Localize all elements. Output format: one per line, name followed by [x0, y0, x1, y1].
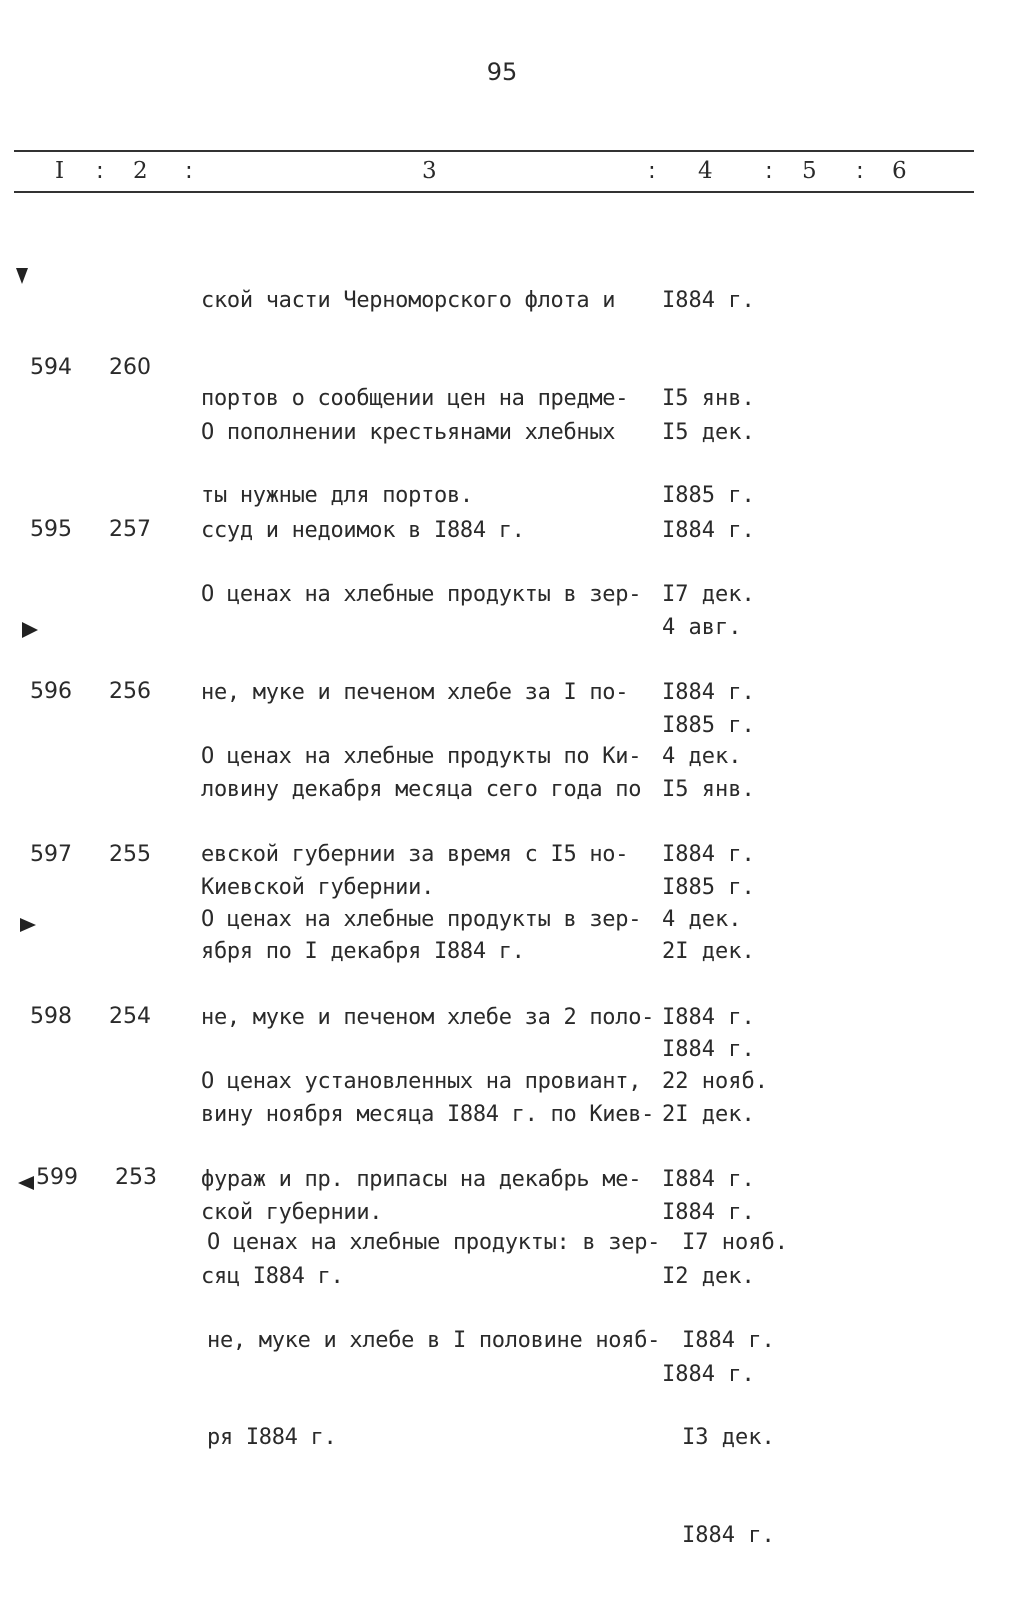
date-line: I884 г.	[662, 517, 755, 543]
date-line: I884 г.	[662, 1004, 755, 1030]
row-number: 597	[30, 842, 72, 867]
description-line: О пополнении крестьянами хлебных	[201, 420, 616, 445]
date-line: 22 нояб.	[662, 1069, 768, 1094]
date-line: 4 авг.	[662, 615, 742, 640]
row-number: 594	[30, 355, 72, 380]
description-line: не, муке и хлебе в I половине нояб-	[207, 1327, 661, 1353]
case-number: 256	[109, 679, 151, 704]
description-line: О ценах на хлебные продукты по Ки-	[201, 744, 642, 769]
date-line: I7 дек.	[662, 582, 755, 607]
date-line: I884 г.	[662, 288, 755, 313]
header-top-rule	[14, 150, 974, 152]
row-number: 595	[30, 517, 72, 542]
case-number: 253	[115, 1165, 157, 1190]
column-separator: :	[856, 158, 864, 184]
date-line: I884 г.	[662, 1166, 755, 1192]
case-number: 255	[109, 842, 151, 867]
date-line: I5 янв.	[662, 777, 755, 802]
date-line: 2I дек.	[662, 939, 755, 964]
dates-cell	[682, 1162, 788, 1617]
margin-mark-icon	[16, 268, 28, 284]
description-line: ловину декабря месяца сего года по	[201, 777, 642, 802]
date-line: I884 г.	[682, 1522, 775, 1548]
margin-mark-icon	[18, 1176, 34, 1190]
date-line: I3 дек.	[682, 1425, 775, 1450]
description-line: О ценах на хлебные продукты: в зер-	[207, 1230, 661, 1255]
case-number: 257	[109, 517, 151, 542]
description-line: ября по I декабря I884 г.	[201, 939, 525, 964]
description-line: Киевской губернии.	[201, 874, 435, 900]
description-line: не, муке и печеном хлебе за 2 поло-	[201, 1004, 655, 1030]
column-separator: :	[648, 158, 656, 184]
description-line: вину ноября месяца I884 г. по Киев-	[201, 1102, 655, 1127]
description-line: О ценах на хлебные продукты в зер-	[201, 907, 642, 932]
case-number: 254	[109, 1004, 151, 1029]
case-number: 260	[109, 355, 151, 380]
description-cell	[207, 1162, 660, 1520]
column-header-5: 5	[802, 158, 817, 184]
margin-mark-icon	[22, 622, 38, 638]
date-line: I5 дек.	[662, 420, 755, 445]
description-line: ссуд и недоимок в I884 г.	[201, 517, 525, 543]
date-line: I884 г.	[682, 1327, 775, 1353]
date-line: 4 дек.	[662, 907, 742, 932]
description-line: евской губернии за время с I5 но-	[201, 841, 629, 867]
column-header-2: 2	[133, 158, 148, 184]
date-line: I7 нояб.	[682, 1230, 788, 1255]
row-number: 598	[30, 1004, 72, 1029]
description-line: ской губернии.	[201, 1199, 383, 1225]
date-line: I885 г.	[662, 712, 755, 738]
column-header-3: 3	[422, 158, 437, 184]
date-line: I884 г.	[662, 679, 755, 705]
date-line: 4 дек.	[662, 744, 742, 769]
date-line: I885 г.	[662, 483, 755, 508]
description-line: ской части Черноморского флота и	[201, 288, 616, 313]
column-header-6: 6	[892, 158, 907, 184]
row-number: 599	[36, 1165, 78, 1190]
column-header-1: I	[55, 158, 65, 184]
row-number: 596	[30, 679, 72, 704]
column-separator: :	[185, 158, 193, 184]
date-line: I884 г.	[662, 1036, 755, 1062]
margin-mark-icon	[20, 918, 36, 932]
description-line: О ценах на хлебные продукты в зер-	[201, 582, 642, 607]
description-line: ты нужные для портов.	[201, 483, 473, 508]
description-line: ря I884 г.	[207, 1425, 337, 1450]
date-line: I884 г.	[662, 1199, 755, 1225]
column-separator: :	[765, 158, 773, 184]
description-line: портов о сообщении цен на предме-	[201, 385, 629, 411]
description-line: сяц I884 г.	[201, 1264, 344, 1289]
date-line: I884 г.	[662, 1361, 755, 1387]
date-line: 2I дек.	[662, 1102, 755, 1127]
column-header-4: 4	[698, 158, 713, 184]
description-line: фураж и пр. припасы на декабрь ме-	[201, 1166, 642, 1192]
header-bottom-rule	[14, 191, 974, 193]
date-line: I2 дек.	[662, 1264, 755, 1289]
column-separator: :	[96, 158, 104, 184]
description-line: не, муке и печеном хлебе за I по-	[201, 679, 629, 705]
date-line: I885 г.	[662, 874, 755, 900]
page-number: 95	[486, 58, 518, 86]
date-line: I884 г.	[662, 841, 755, 867]
date-line: I5 янв.	[662, 385, 755, 411]
description-line: О ценах установленных на провиант,	[201, 1069, 642, 1094]
